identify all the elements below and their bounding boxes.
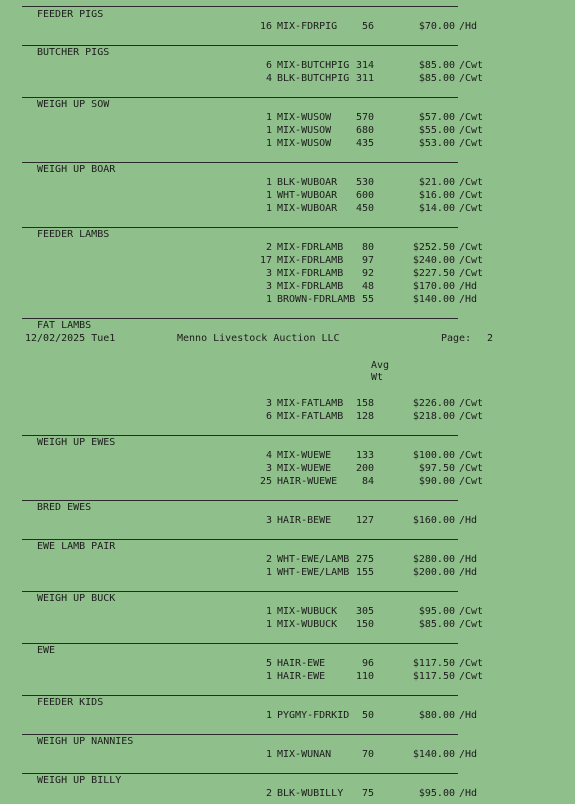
lot-price: $95.00 xyxy=(418,606,455,617)
lot-desc: HAIR-EWE xyxy=(277,671,326,682)
lot-qty: 2 xyxy=(265,788,272,799)
lot-unit: /Hd xyxy=(459,515,478,526)
wt-column-label: Wt xyxy=(371,372,384,383)
lot-desc: MIX-WUSOW xyxy=(277,112,332,123)
lot-unit: /Hd xyxy=(459,567,478,578)
lot-wt: 84 xyxy=(361,476,374,487)
lot-price: $70.00 xyxy=(418,21,455,32)
lot-qty: 3 xyxy=(265,268,272,279)
lot-qty: 16 xyxy=(259,21,272,32)
lot-desc: HAIR-EWE xyxy=(277,658,326,669)
lot-price: $227.50 xyxy=(412,268,455,279)
lot-price: $97.50 xyxy=(418,463,455,474)
category-title: WEIGH UP NANNIES xyxy=(37,736,134,747)
lot-qty: 1 xyxy=(265,177,272,188)
lot-unit: /Hd xyxy=(459,281,478,292)
lot-desc: MIX-FATLAMB xyxy=(277,398,344,409)
lot-unit: /Cwt xyxy=(459,125,484,136)
category-title: BRED EWES xyxy=(37,502,92,513)
lot-qty: 1 xyxy=(265,112,272,123)
lot-desc: MIX-WUSOW xyxy=(277,138,332,149)
lot-unit: /Cwt xyxy=(459,60,484,71)
lot-unit: /Cwt xyxy=(459,463,484,474)
category-title: FAT LAMBS xyxy=(37,320,92,331)
category-title: BUTCHER PIGS xyxy=(37,47,110,58)
lot-desc: MIX-FDRLAMB xyxy=(277,255,344,266)
lot-qty: 2 xyxy=(265,554,272,565)
lot-qty: 5 xyxy=(265,658,272,669)
lot-qty: 1 xyxy=(265,294,272,305)
lot-desc: MIX-WUBOAR xyxy=(277,203,338,214)
lot-desc: BLK-WUBILLY xyxy=(277,788,344,799)
lot-qty: 25 xyxy=(259,476,272,487)
lot-unit: /Cwt xyxy=(459,177,484,188)
category-title: EWE LAMB PAIR xyxy=(37,541,116,552)
lot-unit: /Cwt xyxy=(459,476,484,487)
lot-price: $140.00 xyxy=(412,294,455,305)
lot-wt: 128 xyxy=(355,411,374,422)
lot-desc: MIX-WUNAN xyxy=(277,749,332,760)
lot-price: $100.00 xyxy=(412,450,455,461)
lot-desc: MIX-FATLAMB xyxy=(277,411,344,422)
lot-desc: WHT-EWE/LAMB xyxy=(277,567,350,578)
lot-price: $16.00 xyxy=(418,190,455,201)
page-label: Page: xyxy=(441,333,472,344)
lot-unit: /Cwt xyxy=(459,619,484,630)
lot-unit: /Hd xyxy=(459,788,478,799)
section-divider xyxy=(22,318,458,319)
lot-unit: /Cwt xyxy=(459,112,484,123)
lot-unit: /Cwt xyxy=(459,411,484,422)
lot-price: $160.00 xyxy=(412,515,455,526)
lot-wt: 435 xyxy=(355,138,374,149)
lot-wt: 155 xyxy=(355,567,374,578)
lot-unit: /Cwt xyxy=(459,398,484,409)
lot-qty: 3 xyxy=(265,463,272,474)
lot-qty: 6 xyxy=(265,60,272,71)
lot-qty: 4 xyxy=(265,450,272,461)
lot-wt: 305 xyxy=(355,606,374,617)
lot-qty: 1 xyxy=(265,138,272,149)
lot-qty: 1 xyxy=(265,125,272,136)
category-title: FEEDER PIGS xyxy=(37,9,104,20)
lot-qty: 17 xyxy=(259,255,272,266)
lot-price: $85.00 xyxy=(418,73,455,84)
section-divider xyxy=(22,97,458,98)
section-divider xyxy=(22,539,458,540)
lot-unit: /Hd xyxy=(459,554,478,565)
lot-qty: 6 xyxy=(265,411,272,422)
lot-unit: /Hd xyxy=(459,294,478,305)
lot-unit: /Cwt xyxy=(459,242,484,253)
lot-price: $80.00 xyxy=(418,710,455,721)
lot-wt: 56 xyxy=(361,21,374,32)
lot-price: $252.50 xyxy=(412,242,455,253)
section-divider xyxy=(22,227,458,228)
lot-desc: BLK-BUTCHPIG xyxy=(277,73,350,84)
category-title: FEEDER KIDS xyxy=(37,697,104,708)
lot-wt: 133 xyxy=(355,450,374,461)
lot-unit: /Cwt xyxy=(459,268,484,279)
lot-wt: 55 xyxy=(361,294,374,305)
lot-price: $170.00 xyxy=(412,281,455,292)
lot-wt: 530 xyxy=(355,177,374,188)
lot-qty: 1 xyxy=(265,710,272,721)
category-title: WEIGH UP SOW xyxy=(37,99,110,110)
lot-unit: /Hd xyxy=(459,710,478,721)
lot-wt: 75 xyxy=(361,788,374,799)
lot-price: $14.00 xyxy=(418,203,455,214)
lot-desc: MIX-WUEWE xyxy=(277,450,332,461)
lot-price: $95.00 xyxy=(418,788,455,799)
lot-wt: 450 xyxy=(355,203,374,214)
lot-unit: /Cwt xyxy=(459,203,484,214)
lot-wt: 200 xyxy=(355,463,374,474)
lot-wt: 150 xyxy=(355,619,374,630)
lot-wt: 80 xyxy=(361,242,374,253)
lot-qty: 1 xyxy=(265,671,272,682)
lot-unit: /Cwt xyxy=(459,606,484,617)
lot-price: $240.00 xyxy=(412,255,455,266)
lot-price: $53.00 xyxy=(418,138,455,149)
section-divider xyxy=(22,695,458,696)
section-divider xyxy=(22,435,458,436)
lot-qty: 1 xyxy=(265,606,272,617)
lot-unit: /Cwt xyxy=(459,658,484,669)
lot-price: $117.50 xyxy=(412,671,455,682)
section-divider xyxy=(22,773,458,774)
lot-wt: 96 xyxy=(361,658,374,669)
lot-desc: MIX-FDRLAMB xyxy=(277,268,344,279)
lot-price: $57.00 xyxy=(418,112,455,123)
section-divider xyxy=(22,591,458,592)
lot-unit: /Hd xyxy=(459,749,478,760)
lot-unit: /Cwt xyxy=(459,138,484,149)
lot-desc: MIX-WUBUCK xyxy=(277,606,338,617)
lot-wt: 680 xyxy=(355,125,374,136)
lot-wt: 311 xyxy=(355,73,374,84)
section-divider xyxy=(22,45,458,46)
lot-desc: MIX-WUBUCK xyxy=(277,619,338,630)
lot-desc: MIX-FDRLAMB xyxy=(277,281,344,292)
lot-unit: /Cwt xyxy=(459,73,484,84)
lot-wt: 92 xyxy=(361,268,374,279)
lot-qty: 4 xyxy=(265,73,272,84)
lot-price: $117.50 xyxy=(412,658,455,669)
lot-unit: /Cwt xyxy=(459,671,484,682)
section-divider xyxy=(22,6,458,7)
lot-wt: 110 xyxy=(355,671,374,682)
lot-desc: WHT-EWE/LAMB xyxy=(277,554,350,565)
lot-unit: /Cwt xyxy=(459,190,484,201)
lot-price: $21.00 xyxy=(418,177,455,188)
lot-wt: 570 xyxy=(355,112,374,123)
category-title: WEIGH UP BUCK xyxy=(37,593,116,604)
category-title: FEEDER LAMBS xyxy=(37,229,110,240)
lot-wt: 275 xyxy=(355,554,374,565)
lot-desc: WHT-WUBOAR xyxy=(277,190,338,201)
lot-qty: 1 xyxy=(265,190,272,201)
lot-qty: 1 xyxy=(265,203,272,214)
section-divider xyxy=(22,162,458,163)
lot-unit: /Cwt xyxy=(459,450,484,461)
category-title: WEIGH UP BOAR xyxy=(37,164,116,175)
page-number: 2 xyxy=(487,333,494,344)
lot-wt: 97 xyxy=(361,255,374,266)
lot-desc: MIX-FDRLAMB xyxy=(277,242,344,253)
lot-desc: BROWN-FDRLAMB xyxy=(277,294,356,305)
lot-desc: BLK-WUBOAR xyxy=(277,177,338,188)
company-name: Menno Livestock Auction LLC xyxy=(177,333,340,344)
section-divider xyxy=(22,734,458,735)
lot-wt: 50 xyxy=(361,710,374,721)
report-date: 12/02/2025 Tue1 xyxy=(25,333,116,344)
lot-price: $226.00 xyxy=(412,398,455,409)
lot-price: $85.00 xyxy=(418,619,455,630)
section-divider xyxy=(22,500,458,501)
lot-wt: 158 xyxy=(355,398,374,409)
lot-price: $218.00 xyxy=(412,411,455,422)
lot-desc: MIX-WUSOW xyxy=(277,125,332,136)
lot-desc: HAIR-BEWE xyxy=(277,515,332,526)
lot-wt: 314 xyxy=(355,60,374,71)
lot-wt: 127 xyxy=(355,515,374,526)
lot-price: $140.00 xyxy=(412,749,455,760)
lot-price: $85.00 xyxy=(418,60,455,71)
avg-column-label: Avg xyxy=(371,360,390,371)
lot-wt: 48 xyxy=(361,281,374,292)
lot-desc: PYGMY-FDRKID xyxy=(277,710,350,721)
lot-price: $90.00 xyxy=(418,476,455,487)
lot-qty: 1 xyxy=(265,749,272,760)
lot-qty: 2 xyxy=(265,242,272,253)
lot-qty: 3 xyxy=(265,515,272,526)
category-title: EWE xyxy=(37,645,56,656)
lot-price: $55.00 xyxy=(418,125,455,136)
lot-desc: HAIR-WUEWE xyxy=(277,476,338,487)
lot-unit: /Cwt xyxy=(459,255,484,266)
lot-wt: 70 xyxy=(361,749,374,760)
lot-desc: MIX-WUEWE xyxy=(277,463,332,474)
lot-desc: MIX-FDRPIG xyxy=(277,21,338,32)
lot-qty: 3 xyxy=(265,398,272,409)
lot-price: $280.00 xyxy=(412,554,455,565)
lot-qty: 1 xyxy=(265,567,272,578)
lot-unit: /Hd xyxy=(459,21,478,32)
category-title: WEIGH UP EWES xyxy=(37,437,116,448)
lot-qty: 3 xyxy=(265,281,272,292)
lot-price: $200.00 xyxy=(412,567,455,578)
category-title: WEIGH UP BILLY xyxy=(37,775,122,786)
lot-wt: 600 xyxy=(355,190,374,201)
section-divider xyxy=(22,643,458,644)
lot-desc: MIX-BUTCHPIG xyxy=(277,60,350,71)
lot-qty: 1 xyxy=(265,619,272,630)
